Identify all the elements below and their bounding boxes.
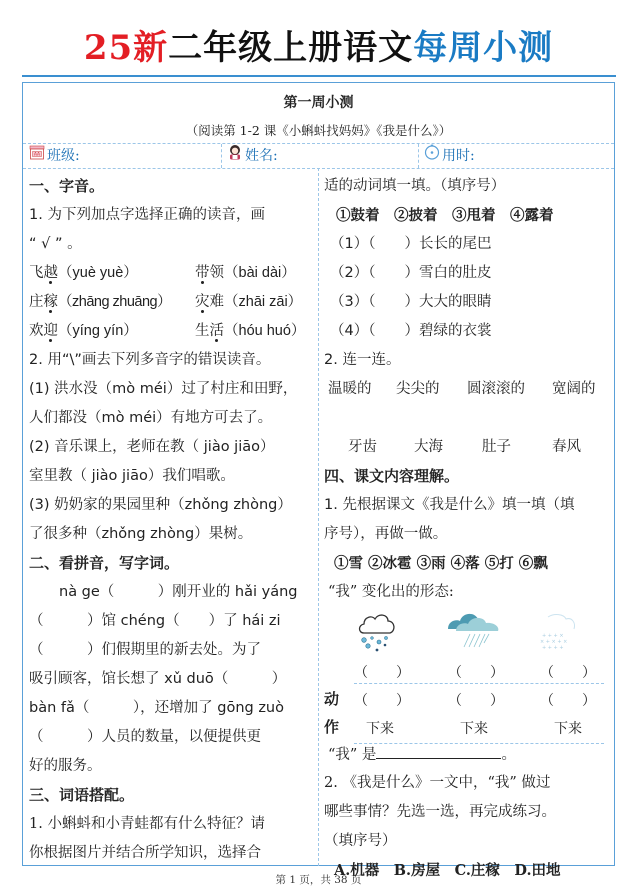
left-column	[29, 172, 314, 868]
s3-q1-text: 1. 小蝌蚪和小青蛙都有什么特征？请	[29, 816, 265, 832]
verb-fill-item[interactable]: （1）（ ）长长的尾巴	[330, 236, 492, 252]
form-answer-blank[interactable]: （ ）	[540, 665, 596, 681]
section-1-heading: 一、字音。	[29, 177, 105, 195]
form-options: ①雪 ②冰雹 ③雨 ④落 ⑤打 ⑥飘	[334, 555, 548, 572]
match-word[interactable]: 大海	[414, 439, 443, 455]
svg-text:+ + + ×: + + + ×	[542, 633, 564, 639]
match-word[interactable]: 牙齿	[348, 439, 377, 455]
s4-q1-text: 1. 先根据课文《我是什么》填一填（填	[324, 497, 575, 513]
right-column	[324, 172, 610, 885]
form-answer-blank[interactable]: （ ）	[448, 665, 504, 681]
document-title	[0, 26, 637, 70]
title-underline	[22, 75, 616, 77]
q2-connect-label: 2. 连一连。	[324, 352, 401, 368]
down-word: 下来	[554, 721, 582, 737]
hail-cloud-icon	[356, 611, 398, 666]
match-top-row	[324, 375, 610, 404]
quiz-subtitle: （阅读第 1-2 课《小蝌蚪找妈妈》《我是什么》）	[185, 123, 452, 138]
match-word[interactable]: 宽阔的	[552, 381, 596, 397]
pinyin-pair-row	[29, 288, 314, 317]
column-divider	[318, 168, 319, 866]
svg-text:× + × + ×: × + × + ×	[540, 639, 568, 645]
table-divider	[354, 743, 604, 744]
svg-text:AA: AA	[33, 152, 41, 158]
action-answer-blank[interactable]: （ ）	[354, 693, 410, 709]
pinyin-choice[interactable]: 庄稼（zhāng zhuāng）	[29, 294, 172, 310]
pinyin-choice[interactable]: 欢迎（yíng yín）	[29, 323, 138, 339]
polyphone-item[interactable]: 室里教（ jiào jiāo）我们唱歌。	[29, 468, 235, 484]
name-field[interactable]	[227, 144, 278, 168]
pinyin-writing-line[interactable]: （ ）们假期里的新去处。为了	[29, 642, 261, 658]
pinyin-writing-line: 好的服务。	[29, 758, 102, 774]
s4-q2-text: 哪些事情？先选一选，再完成练习。	[324, 804, 556, 820]
forms-label: “我” 变化出的形态:	[328, 584, 454, 600]
pinyin-writing-line[interactable]: bàn fǎ（ ），还增加了 gōng zuò	[29, 700, 284, 716]
pinyin-choice[interactable]: 灾难（zhāi zāi）	[195, 294, 303, 310]
pinyin-pair-row	[29, 259, 314, 288]
name-label: 姓名:	[245, 148, 278, 164]
action-label-1: 动	[324, 690, 340, 708]
s3-q1-text: 你根据图片并结合所学知识，选择合	[29, 845, 261, 861]
match-word[interactable]: 肚子	[482, 439, 511, 455]
verb-fill-item[interactable]: （3）（ ）大大的眼睛	[330, 294, 492, 310]
pinyin-writing-line[interactable]: （ ）人员的数量，以便提供更	[29, 729, 261, 745]
section-4-heading: 四、课文内容理解。	[324, 467, 460, 485]
time-label: 用时:	[442, 148, 475, 164]
title-red-part: 25新	[83, 28, 169, 68]
pinyin-choice[interactable]: 带领（bài dài）	[195, 265, 296, 281]
s4-q2-text: 2. 《我是什么》一文中，“我” 做过	[324, 775, 551, 791]
classroom-sign-icon	[29, 144, 45, 168]
s4-q1-text: 序号），再做一做。	[324, 526, 448, 542]
polyphone-item[interactable]: 人们都没（mò méi）有地方可去了。	[29, 410, 273, 426]
table-divider	[354, 683, 604, 684]
action-answer-blank[interactable]: （ ）	[540, 693, 596, 709]
pinyin-choice[interactable]: 飞越（yuè yuè）	[29, 265, 138, 281]
pinyin-writing-line[interactable]: （ ）馆 chéng（ ）了 hái zi	[29, 613, 281, 629]
pinyin-writing-line[interactable]: 吸引顾客，馆长想了 xǔ duō（ ）	[29, 671, 287, 687]
section-2-heading: 二、看拼音，写字词。	[29, 554, 180, 572]
class-field[interactable]	[29, 144, 80, 168]
rain-cloud-icon	[446, 611, 502, 662]
down-word: 下来	[366, 721, 394, 737]
polyphone-item[interactable]: 了很多种（zhǒng zhòng）果树。	[29, 526, 253, 542]
svg-text:+ + + +: + + + +	[542, 645, 564, 651]
action-answer-blank[interactable]: （ ）	[448, 693, 504, 709]
action-label-2: 作	[324, 718, 340, 736]
q1-instruction: 1. 为下列加点字选择正确的读音，画	[29, 207, 265, 223]
form-answer-blank[interactable]: （ ）	[354, 665, 410, 681]
student-info-row	[23, 143, 614, 169]
title-blue-part: 每周小测	[413, 28, 554, 68]
weather-forms-table	[324, 607, 610, 752]
verb-options: ①鼓着 ②披着 ③甩着 ④露着	[336, 207, 554, 224]
snow-cloud-icon	[534, 611, 580, 662]
info-divider	[418, 144, 419, 168]
student-avatar-icon	[227, 144, 243, 168]
s4-q2-text: （填序号）	[324, 833, 397, 849]
polyphone-item[interactable]: (1) 洪水没（mò méi）过了村庄和田野，	[29, 381, 298, 397]
polyphone-item[interactable]: (3) 奶奶家的果园里种（zhǒng zhòng）	[29, 497, 292, 513]
pinyin-choice[interactable]: 生活（hóu huó）	[195, 323, 306, 339]
i-am-fill-line: “我” 是 。	[324, 740, 610, 769]
info-divider	[221, 144, 222, 168]
verb-fill-item[interactable]: （4）（ ）碧绿的衣裳	[330, 323, 492, 339]
s4-q2-options: A.机器 B.房屋 C.庄稼 D.田地	[334, 862, 561, 879]
match-word[interactable]: 温暖的	[328, 381, 372, 397]
match-word[interactable]: 春风	[552, 439, 581, 455]
match-bottom-row	[324, 433, 610, 462]
match-spacer	[324, 404, 610, 433]
section-3-heading: 三、词语搭配。	[29, 786, 135, 804]
time-field[interactable]	[424, 144, 475, 168]
q1-instruction-cont: “ √ ” 。	[29, 236, 82, 252]
match-word[interactable]: 尖尖的	[396, 381, 440, 397]
week-title: 第一周小测	[283, 95, 354, 111]
q2-instruction: 2. 用“\”画去下列多音字的错误读音。	[29, 352, 271, 368]
verb-fill-item[interactable]: （2）（ ）雪白的肚皮	[330, 265, 492, 281]
pinyin-writing-line[interactable]: nà ge（ ）刚开业的 hǎi yáng	[59, 584, 298, 600]
pinyin-pair-row	[29, 317, 314, 346]
class-label: 班级:	[47, 148, 80, 164]
title-black-part: 二年级上册语文	[168, 28, 414, 68]
s3-q1-text: 适的动词填一填。（填序号）	[324, 178, 506, 194]
stopwatch-icon	[424, 144, 440, 168]
down-word: 下来	[460, 721, 488, 737]
match-word[interactable]: 圆滚滚的	[467, 381, 525, 397]
polyphone-item[interactable]: (2) 音乐课上，老师在教（ jiào jiāo）	[29, 439, 275, 455]
page-number: 第 1 页，共 38 页	[275, 874, 362, 886]
